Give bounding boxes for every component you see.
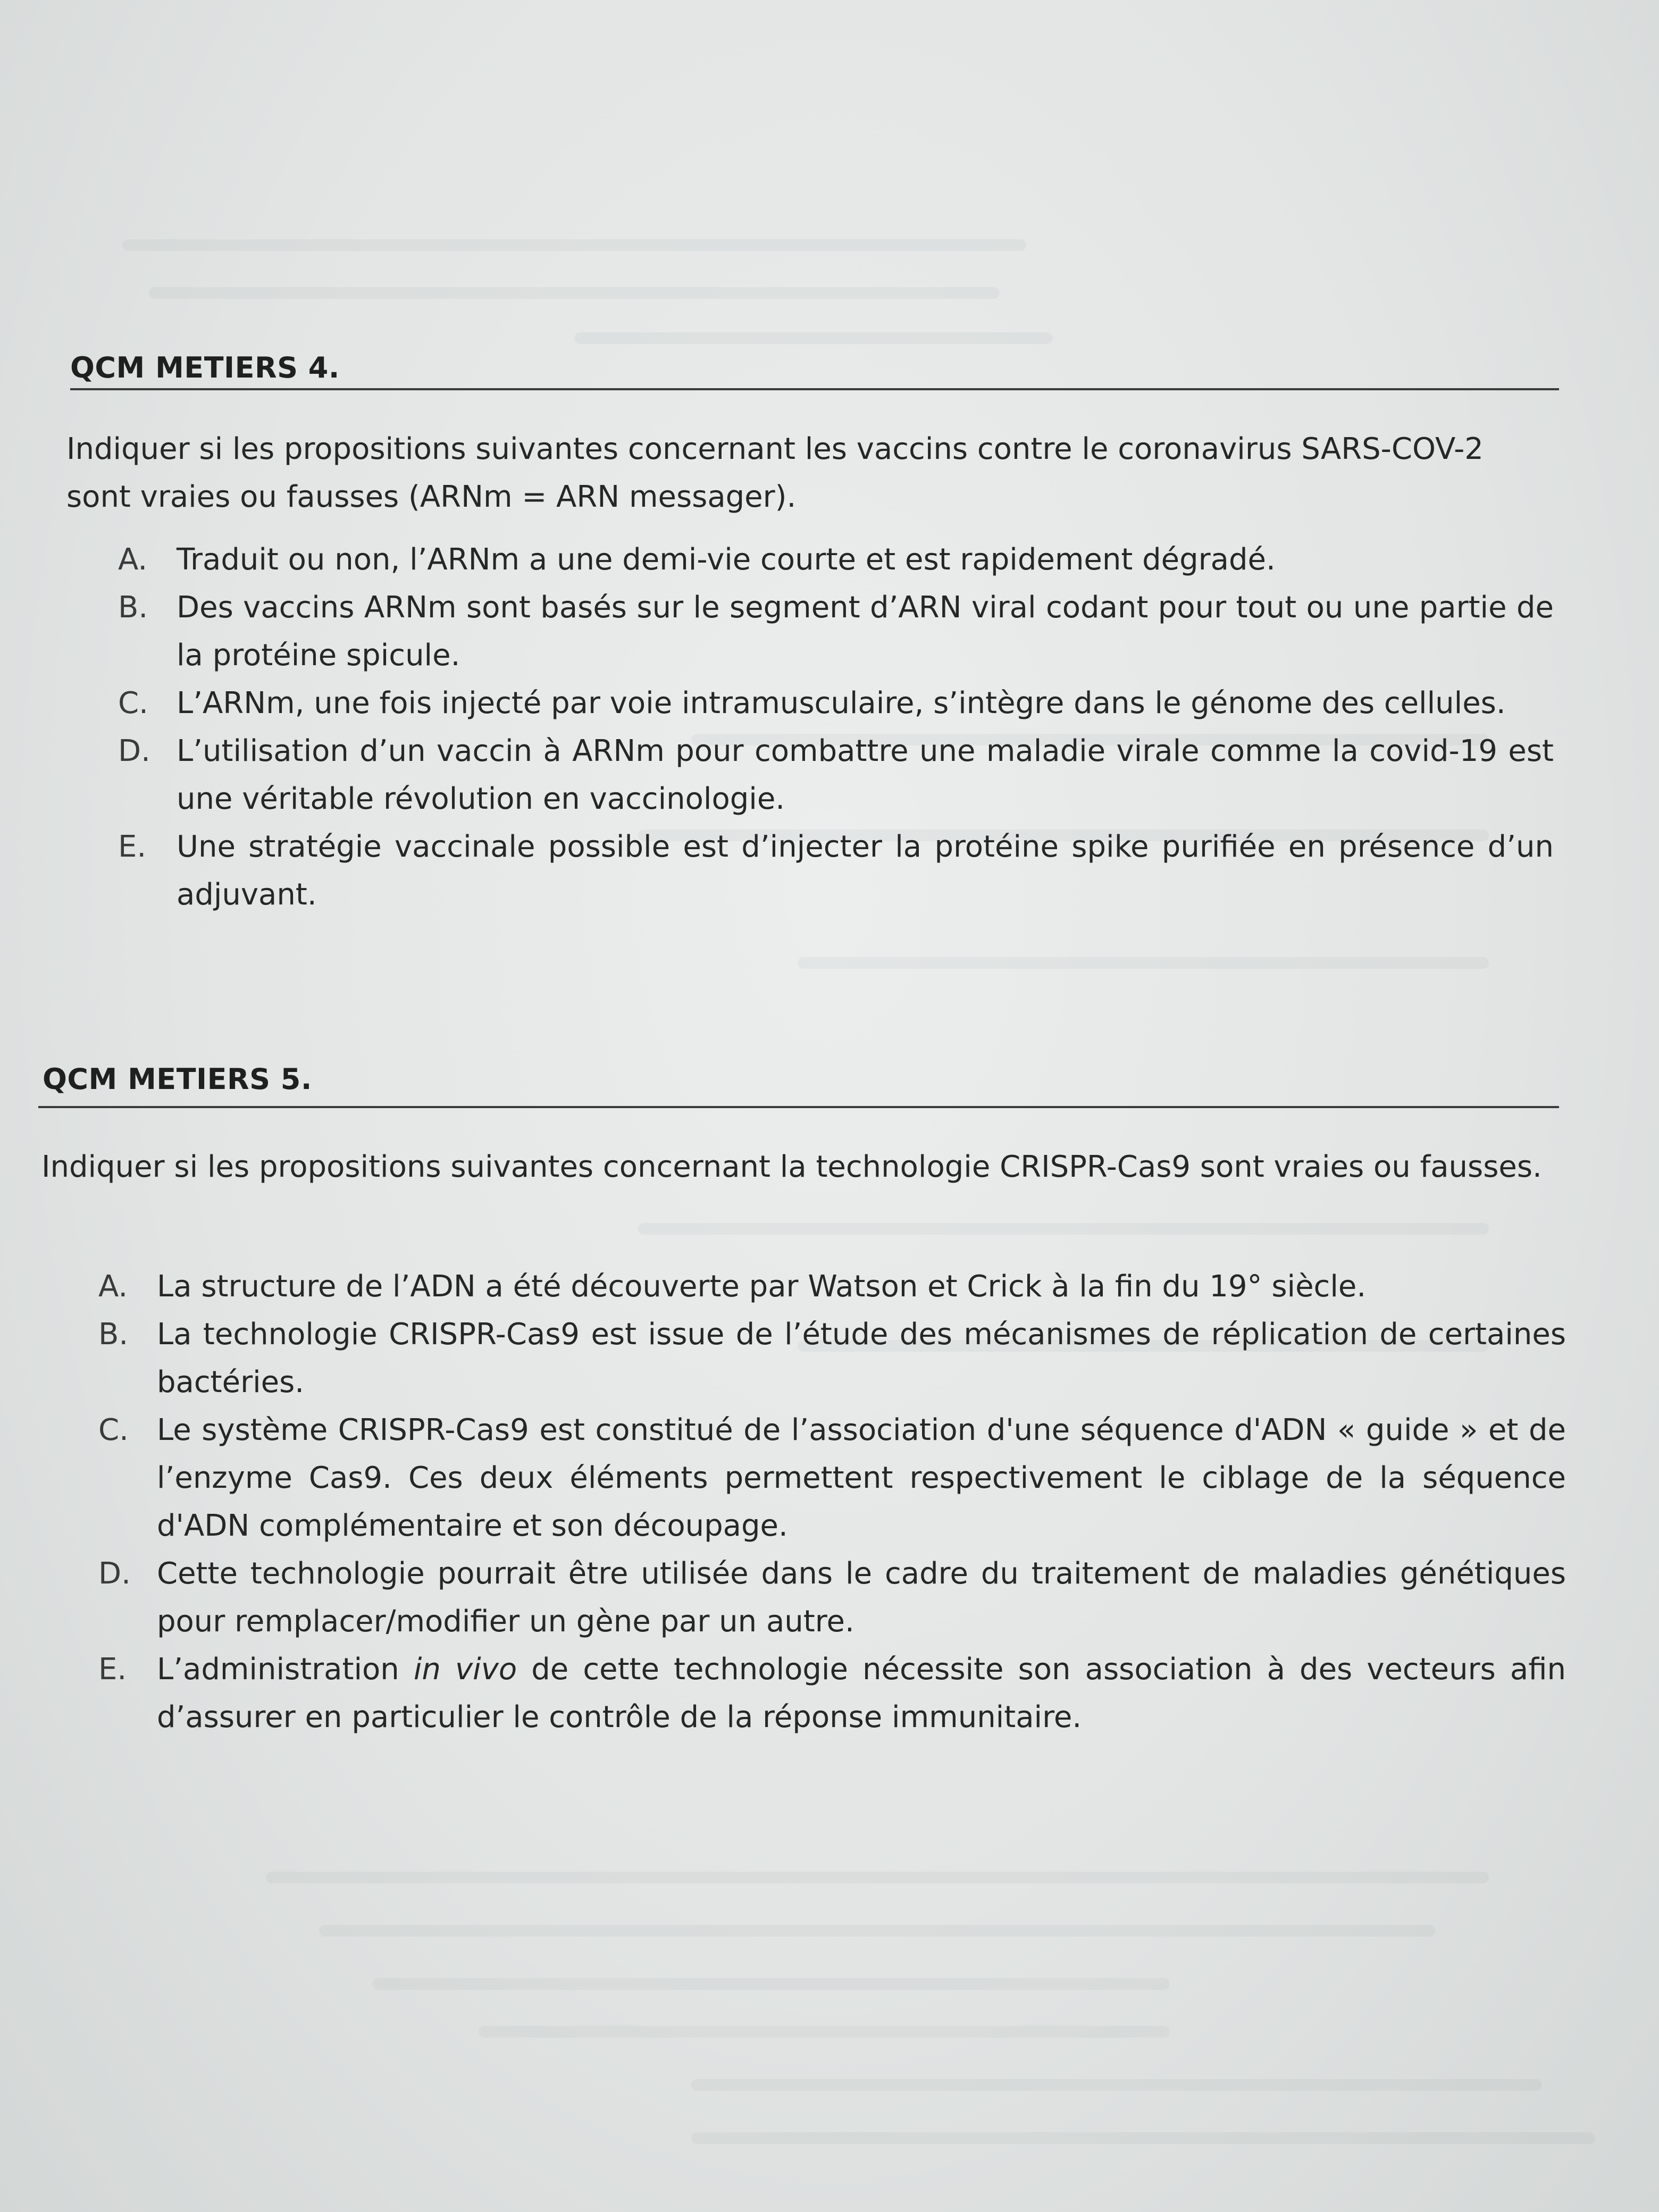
option-text: La technologie CRISPR-Cas9 est issue de l’étude des mécanismes de réplication de certaines bactéries. <box>157 1317 1566 1400</box>
show-through-line <box>122 239 1026 251</box>
answer-option-a <box>118 536 1554 584</box>
option-letter: A. <box>118 542 148 577</box>
option-letter: C. <box>98 1413 129 1447</box>
show-through-line <box>479 2026 1170 2038</box>
answer-options <box>118 536 1554 919</box>
option-text: Traduit ou non, l’ARNm a une demi-vie courte et est rapidement dégradé. <box>177 542 1276 577</box>
answer-options <box>98 1263 1566 1741</box>
show-through-line <box>691 2079 1542 2091</box>
option-text: Des vaccins ARNm sont basés sur le segment d’ARN viral codant pour tout ou une partie de la protéine spicule. <box>177 590 1554 673</box>
section-divider <box>70 388 1559 390</box>
show-through-line <box>638 1223 1489 1235</box>
section-intro: Indiquer si les propositions suivantes concernant les vaccins contre le coronavirus SARS-COV-2 sont vraies ou fausses (ARNm = ARN messager). <box>66 432 1484 514</box>
option-text-start: L’administration <box>157 1652 414 1687</box>
show-through-line <box>266 1872 1489 1883</box>
answer-option-a <box>98 1263 1566 1311</box>
option-letter: B. <box>98 1317 129 1352</box>
option-text: Le système CRISPR-Cas9 est constitué de l’association d'une séquence d'ADN « guide » et de l’enzyme Cas9. Ces deux éléments permettent respectivement le ciblage de la séquence d'ADN complémentaire et son découpage. <box>157 1413 1566 1543</box>
show-through-line <box>691 2132 1595 2144</box>
section-title: QCM METIERS 5. <box>43 1062 312 1096</box>
option-letter: C. <box>118 686 148 720</box>
option-text: La structure de l’ADN a été découverte par Watson et Crick à la fin du 19° siècle. <box>157 1269 1367 1304</box>
answer-option-b <box>118 584 1554 680</box>
option-text-italic: in vivo <box>413 1652 517 1687</box>
option-letter: D. <box>98 1556 131 1591</box>
option-letter: E. <box>98 1652 127 1687</box>
answer-option-d <box>98 1550 1566 1646</box>
answer-option-c <box>118 680 1554 727</box>
option-text <box>157 1652 1566 1735</box>
option-letter: E. <box>118 830 147 864</box>
option-text: Cette technologie pourrait être utilisée dans le cadre du traitement de maladies génétiques pour remplacer/modifier un gène par un autre. <box>157 1556 1566 1639</box>
option-text: L’utilisation d’un vaccin à ARNm pour combattre une maladie virale comme la covid-19 est une véritable révolution en vaccinologie. <box>177 734 1554 816</box>
option-text-end: de cette technologie nécessite son association à des vecteurs afin d’assurer en particulier le contrôle de la réponse immunitaire. <box>157 1652 1566 1735</box>
option-letter: A. <box>98 1269 128 1304</box>
section-divider <box>38 1106 1559 1108</box>
option-letter: D. <box>118 734 150 768</box>
section-intro: Indiquer si les propositions suivantes concernant la technologie CRISPR-Cas9 sont vraies ou fausses. <box>41 1150 1542 1184</box>
option-text: L’ARNm, une fois injecté par voie intramusculaire, s’intègre dans le génome des cellules. <box>177 686 1506 720</box>
show-through-line <box>319 1925 1436 1937</box>
answer-option-b <box>98 1311 1566 1406</box>
show-through-line <box>574 332 1053 344</box>
answer-option-c <box>98 1406 1566 1550</box>
show-through-line <box>149 287 1000 299</box>
answer-option-d <box>118 727 1554 823</box>
section-title: QCM METIERS 4. <box>70 351 340 384</box>
show-through-line <box>798 957 1489 969</box>
answer-option-e <box>98 1646 1566 1741</box>
answer-option-e <box>118 823 1554 919</box>
option-text: Une stratégie vaccinale possible est d’injecter la protéine spike purifiée en présence d’un adjuvant. <box>177 830 1554 912</box>
show-through-line <box>372 1978 1170 1990</box>
option-letter: B. <box>118 590 148 625</box>
